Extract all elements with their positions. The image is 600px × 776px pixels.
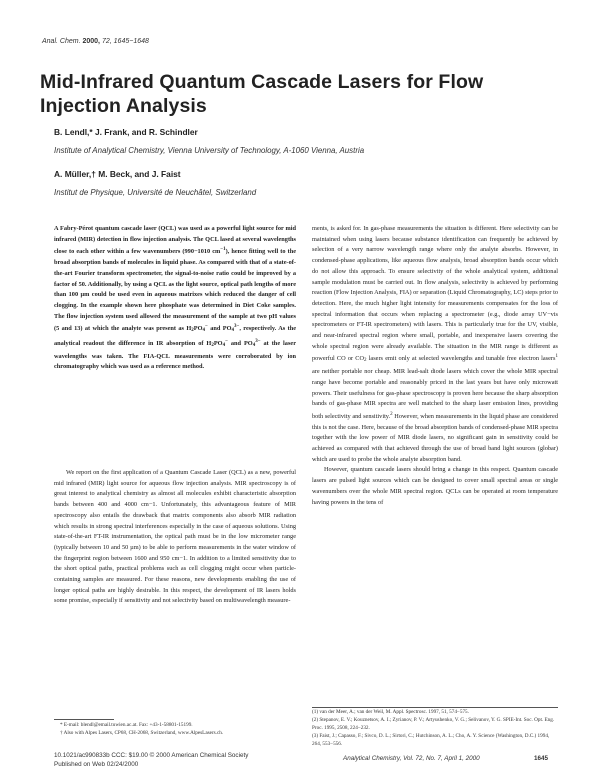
reference-1: (1) van der Meer, A.; van der Weil, M. Appl. Spectrosc. 1997, 51, 574−575. [312,709,469,715]
affiliation-1: Institute of Analytical Chemistry, Vienna University of Technology, A-1060 Vienna, Austria [54,146,365,155]
author-list-1: B. Lendl,* J. Frank, and R. Schindler [54,127,198,137]
body-right-column [312,224,558,508]
footnote-email: * E-mail: blendl@email.tuwien.ac.at. Fax: +43-1-58801-15199. [60,722,193,728]
footnote-affiliation: † Also with Alpes Lasers, CP68, CH-2068, Switzerland, www.AlpesLasers.ch. [60,730,224,736]
reference-2: (2) Stepanov, E. V.; Kouznetsov, A. I.; Zyrianov, P. V.; Artyushenko, V. G.; Selivanov, Y. G. SPIE-Int. Soc. Opt. Eng. Proc. 1995, 2508, 224−232. [312,717,555,731]
running-header [42,38,149,45]
reference-3: (3) Faist, J.; Capasso, F.; Sivco, D. L.; Sirtori, C.; Hutchinson, A. L.; Cho, A. Y. Science (Washington, D.C.) 1994, 264, 553−556. [312,733,550,747]
publication-date: Published on Web 02/24/2000 [54,761,139,768]
references-rule [312,707,558,708]
journal-year: 2000, [82,38,101,45]
author-list-2: A. Müller,† M. Beck, and J. Faist [54,169,181,179]
abstract [54,224,296,373]
footnote-rule [54,719,114,720]
journal-name: Anal. Chem. [42,38,81,45]
page-number: 1645 [534,755,549,762]
journal-volume: 72, [101,38,112,45]
body-paragraph-2: ments, is asked for. In gas-phase measurements the situation is different. Here selectivity can be maintained when using lasers because substance identification can frequently be achieved by selection of a very narrow wavelength range where only the analyte absorbs. However, in condensed-phase applications, like aqueous flow analysis, broad absorption bands occur which do not allow this approach. To ensure selectivity of the whole analytical system, additional sample modulation must be carried out. In flow analysis, selectivity is achieved by performing reaction (Flow Injection Analysis, FIA) or separation (Liquid Chromatography, LC) steps prior to detection. Here, the much higher light intensity for measurements compensates for the loss of spectral information that occurs when replacing a spectrometer (e.g., diode array UV−vis spectrometers or FT-IR spectrometers) with lasers. This is particularly true for the UV, visible, and near-infrared spectral region where small, portable, and inexpensive lasers covering the whole spectral region were already available. The situation in the MIR range is different as powerful CO or $CO_2$ lasers emit only at selected wavelengths and tunable free electron lasers$^1$ are neither portable nor cheap. MIR lead-salt diode lasers which cover the whole MIR spectral range have become portable and reasonably priced in the last years but have only microwatt powers. Their usefulness for gas-phase spectroscopy is proven here because the sharp absorption bands of gas-phase MIR spectra are well matched to the sharp laser emission lines, providing both selectivity and sensitivity.$^2$ However, when measurements in the liquid phase are considered this is not the case. Here, because of the broad absorption bands of condensed-phase MIR spectra together with the low power of MIR diode lasers, no significant gain in sensitivity could be achieved as compared with that achieved through the use of broad band light sources (globar) which are used to probe the whole analyte absorption band. [312,225,559,463]
affiliation-2: Institut de Physique, Université de Neuchâtel, Switzerland [54,188,257,197]
body-paragraph-1: We report on the first application of a Quantum Cascade Laser (QCL) as a new, powerful mid infrared (MIR) light source for aqueous flow injection analysis. MIR spectroscopy is of great interest to analytical chemistry as almost all molecules exhibit characteristic absorption bands between 400 and 4000 cm−1. Unfortunately, this advantageous feature of MIR spectroscopy also entails the drawback that matrix components also absorb MIR radiation which results in strong spectral interferences especially in the case of aqueous solutions. Using state-of-the-art FT-IR instrumentation, the optical path must be in the low micrometer range (typically between 10 and 50 µm) to be able to perform measurements in the water window of the fingerprint region between 1600 and 950 cm−1. In addition to a limited sensitivity due to the short optical paths, practical problems such as cell clogging might occur when particle-containing samples are measured. For these reasons, new developments enabling the use of longer optical paths are highly desirable. In this respect, the development of IR lasers holds some promise, especially if sensitivity and not selectivity based on multiwavelength measure- [54,469,296,605]
body-left-column [54,468,296,607]
journal-pages: 1645−1648 [113,38,149,45]
body-paragraph-3: However, quantum cascade lasers should bring a change in this respect. Quantum cascade lasers are pulsed light sources which can be designed to cover small spectral areas or single wavenumbers over the whole MIR spectral region. QCLs can be operated at room temperature having powers in the tens of [312,466,558,506]
doi-line: 10.1021/ac990833b CCC: $19.00 © 2000 American Chemical Society [54,752,249,759]
abstract-text: A Fabry-Pérot quantum cascade laser (QCL) was used as a powerful light source for mid infrared (MIR) detection in flow injection analysis. The QCL lased at several wavelengths close to each other within a few wavenumbers (990−1010 $cm^{-1}$), hence fitting well to the broad absorption bands of molecules in liquid phase. As compared with that of a state-of-the-art Fourier transform spectrometer, the signal-to-noise ratio could be improved by a factor of 50. Additionally, by using a QCL as the light source, optical path lengths of more than 100 µm could be used even in aqueous matrixes which reduced the danger of cell clogging. In the example shown here phosphate was determined in Diet Coke samples. The flow injection system used allowed the measurement of the sample at two pH values (5 and 13) at which the analyte was present as $H_2PO_4^-$ and $PO_4^{3-}$, respectively. As the analytical readout the difference in IR absorption of $H_2PO_4^-$ and $PO_4^{3-}$ at the laser wavelengths was taken. The FIA-QCL measurements were corroborated by ion chromatography which was used as a reference method. [54,225,297,371]
journal-citation: Analytical Chemistry, Vol. 72, No. 7, April 1, 2000 [343,755,480,762]
paper-title: Mid-Infrared Quantum Cascade Lasers for Flow Injection Analysis [40,71,484,117]
